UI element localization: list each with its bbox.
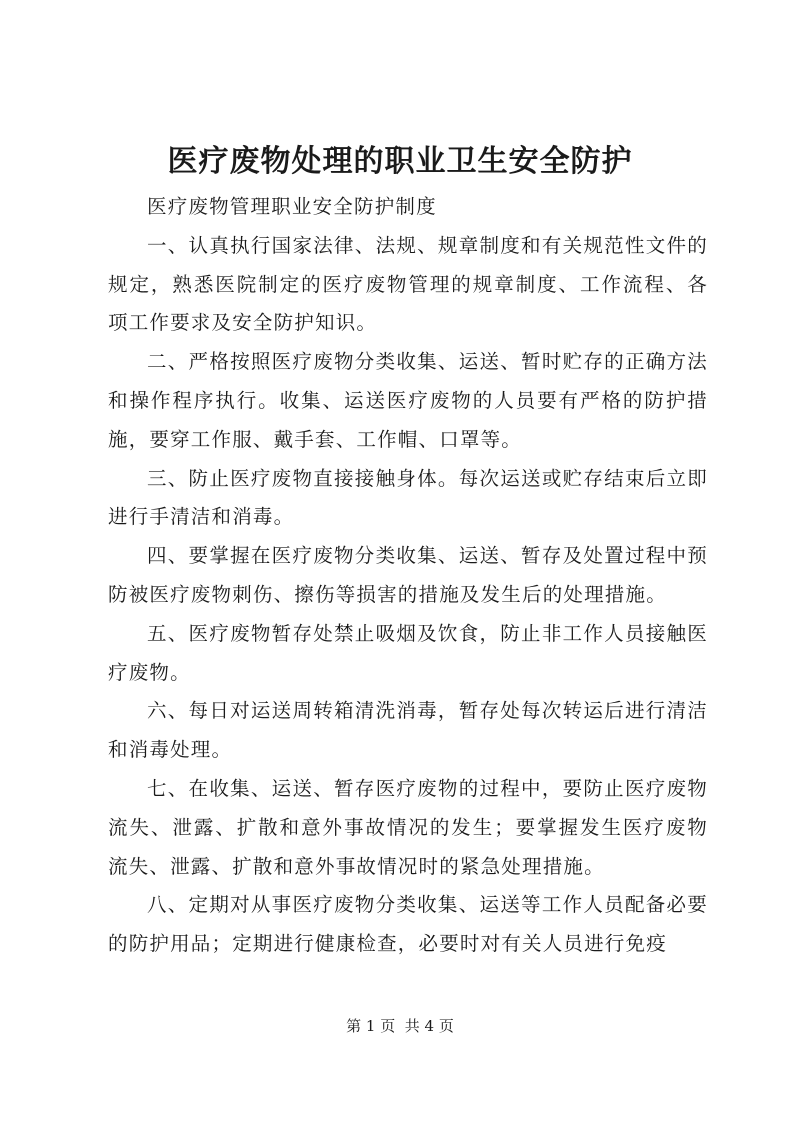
paragraph-item-4: 四、要掌握在医疗废物分类收集、运送、暂存及处置过程中预防被医疗废物刺伤、擦伤等损害的措施及发生后的处理措施。 (108, 544, 708, 606)
paragraph-item-2: 二、严格按照医疗废物分类收集、运送、暂时贮存的正确方法和操作程序执行。收集、运送医疗废物的人员要有严格的防护措施，要穿工作服、戴手套、工作帽、口罩等。 (108, 350, 708, 451)
paragraph-item-7: 七、在收集、运送、暂存医疗废物的过程中，要防止医疗废物流失、泄露、扩散和意外事故情况的发生；要掌握发生医疗废物流失、泄露、扩散和意外事故情况时的紧急处理措施。 (108, 776, 708, 878)
paragraph-item-1: 一、认真执行国家法律、法规、规章制度和有关规范性文件的规定，熟悉医院制定的医疗废物管理的规章制度、工作流程、各项工作要求及安全防护知识。 (108, 233, 708, 335)
page-footer (0, 1016, 800, 1036)
document-title: 医疗废物处理的职业卫生安全防护 (167, 144, 633, 179)
page-number-current: 第 1 页 (346, 1017, 396, 1035)
paragraph-item-8: 八、定期对从事医疗废物分类收集、运送等工作人员配备必要的防护用品；定期进行健康检查，必要时对有关人员进行免疫 (108, 893, 708, 956)
paragraph-item-5: 五、医疗废物暂存处禁止吸烟及饮食，防止非工作人员接触医疗废物。 (108, 621, 708, 684)
paragraph-item-6: 六、每日对运送周转箱清洗消毒，暂存处每次转运后进行清洁和消毒处理。 (108, 699, 708, 762)
page-number-total: 共 4 页 (404, 1017, 454, 1035)
document-body (108, 188, 708, 964)
paragraph-item-3: 三、防止医疗废物直接接触身体。每次运送或贮存结束后立即进行手清洁和消毒。 (108, 466, 708, 529)
paragraph-heading: 医疗废物管理职业安全防护制度 (147, 195, 437, 218)
